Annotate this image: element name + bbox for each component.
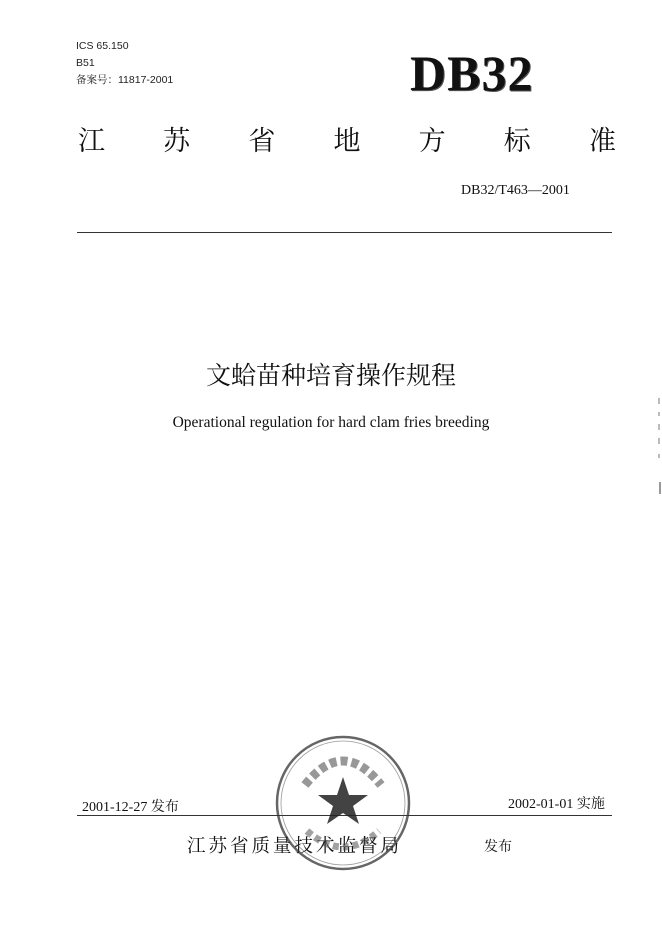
standard-type-char: 苏 [163,126,191,157]
standard-code: DB32/T463—2001 [461,183,570,198]
standard-type-char: 地 [333,126,361,157]
scan-edge-marks [655,398,662,498]
standard-type-char: 准 [588,126,616,157]
standard-type-char: 标 [503,126,531,157]
standard-type-char: 江 [78,126,105,157]
publisher-suffix: 发布 [484,839,512,855]
implement-date: 2002-01-01 实施 [508,797,605,812]
document-title-english: Operational regulation for hard clam fries breeding [172,414,490,431]
publisher-name: 江苏省质量技术监督局 [187,836,403,857]
standard-logo: DB32 [410,45,534,101]
standard-type-char: 省 [248,126,276,157]
standard-type-heading [78,128,616,155]
ics-code: ICS 65.150 [76,40,129,52]
issue-date: 2001-12-27 发布 [82,800,179,815]
document-title-chinese: 文蛤苗种培育操作规程 [205,361,456,390]
header-divider [77,232,612,233]
official-seal-icon [273,733,413,873]
record-number: 备案号：11817-2001 [76,74,174,86]
standard-type-char: 方 [418,126,446,157]
classification-code: B51 [76,57,95,69]
